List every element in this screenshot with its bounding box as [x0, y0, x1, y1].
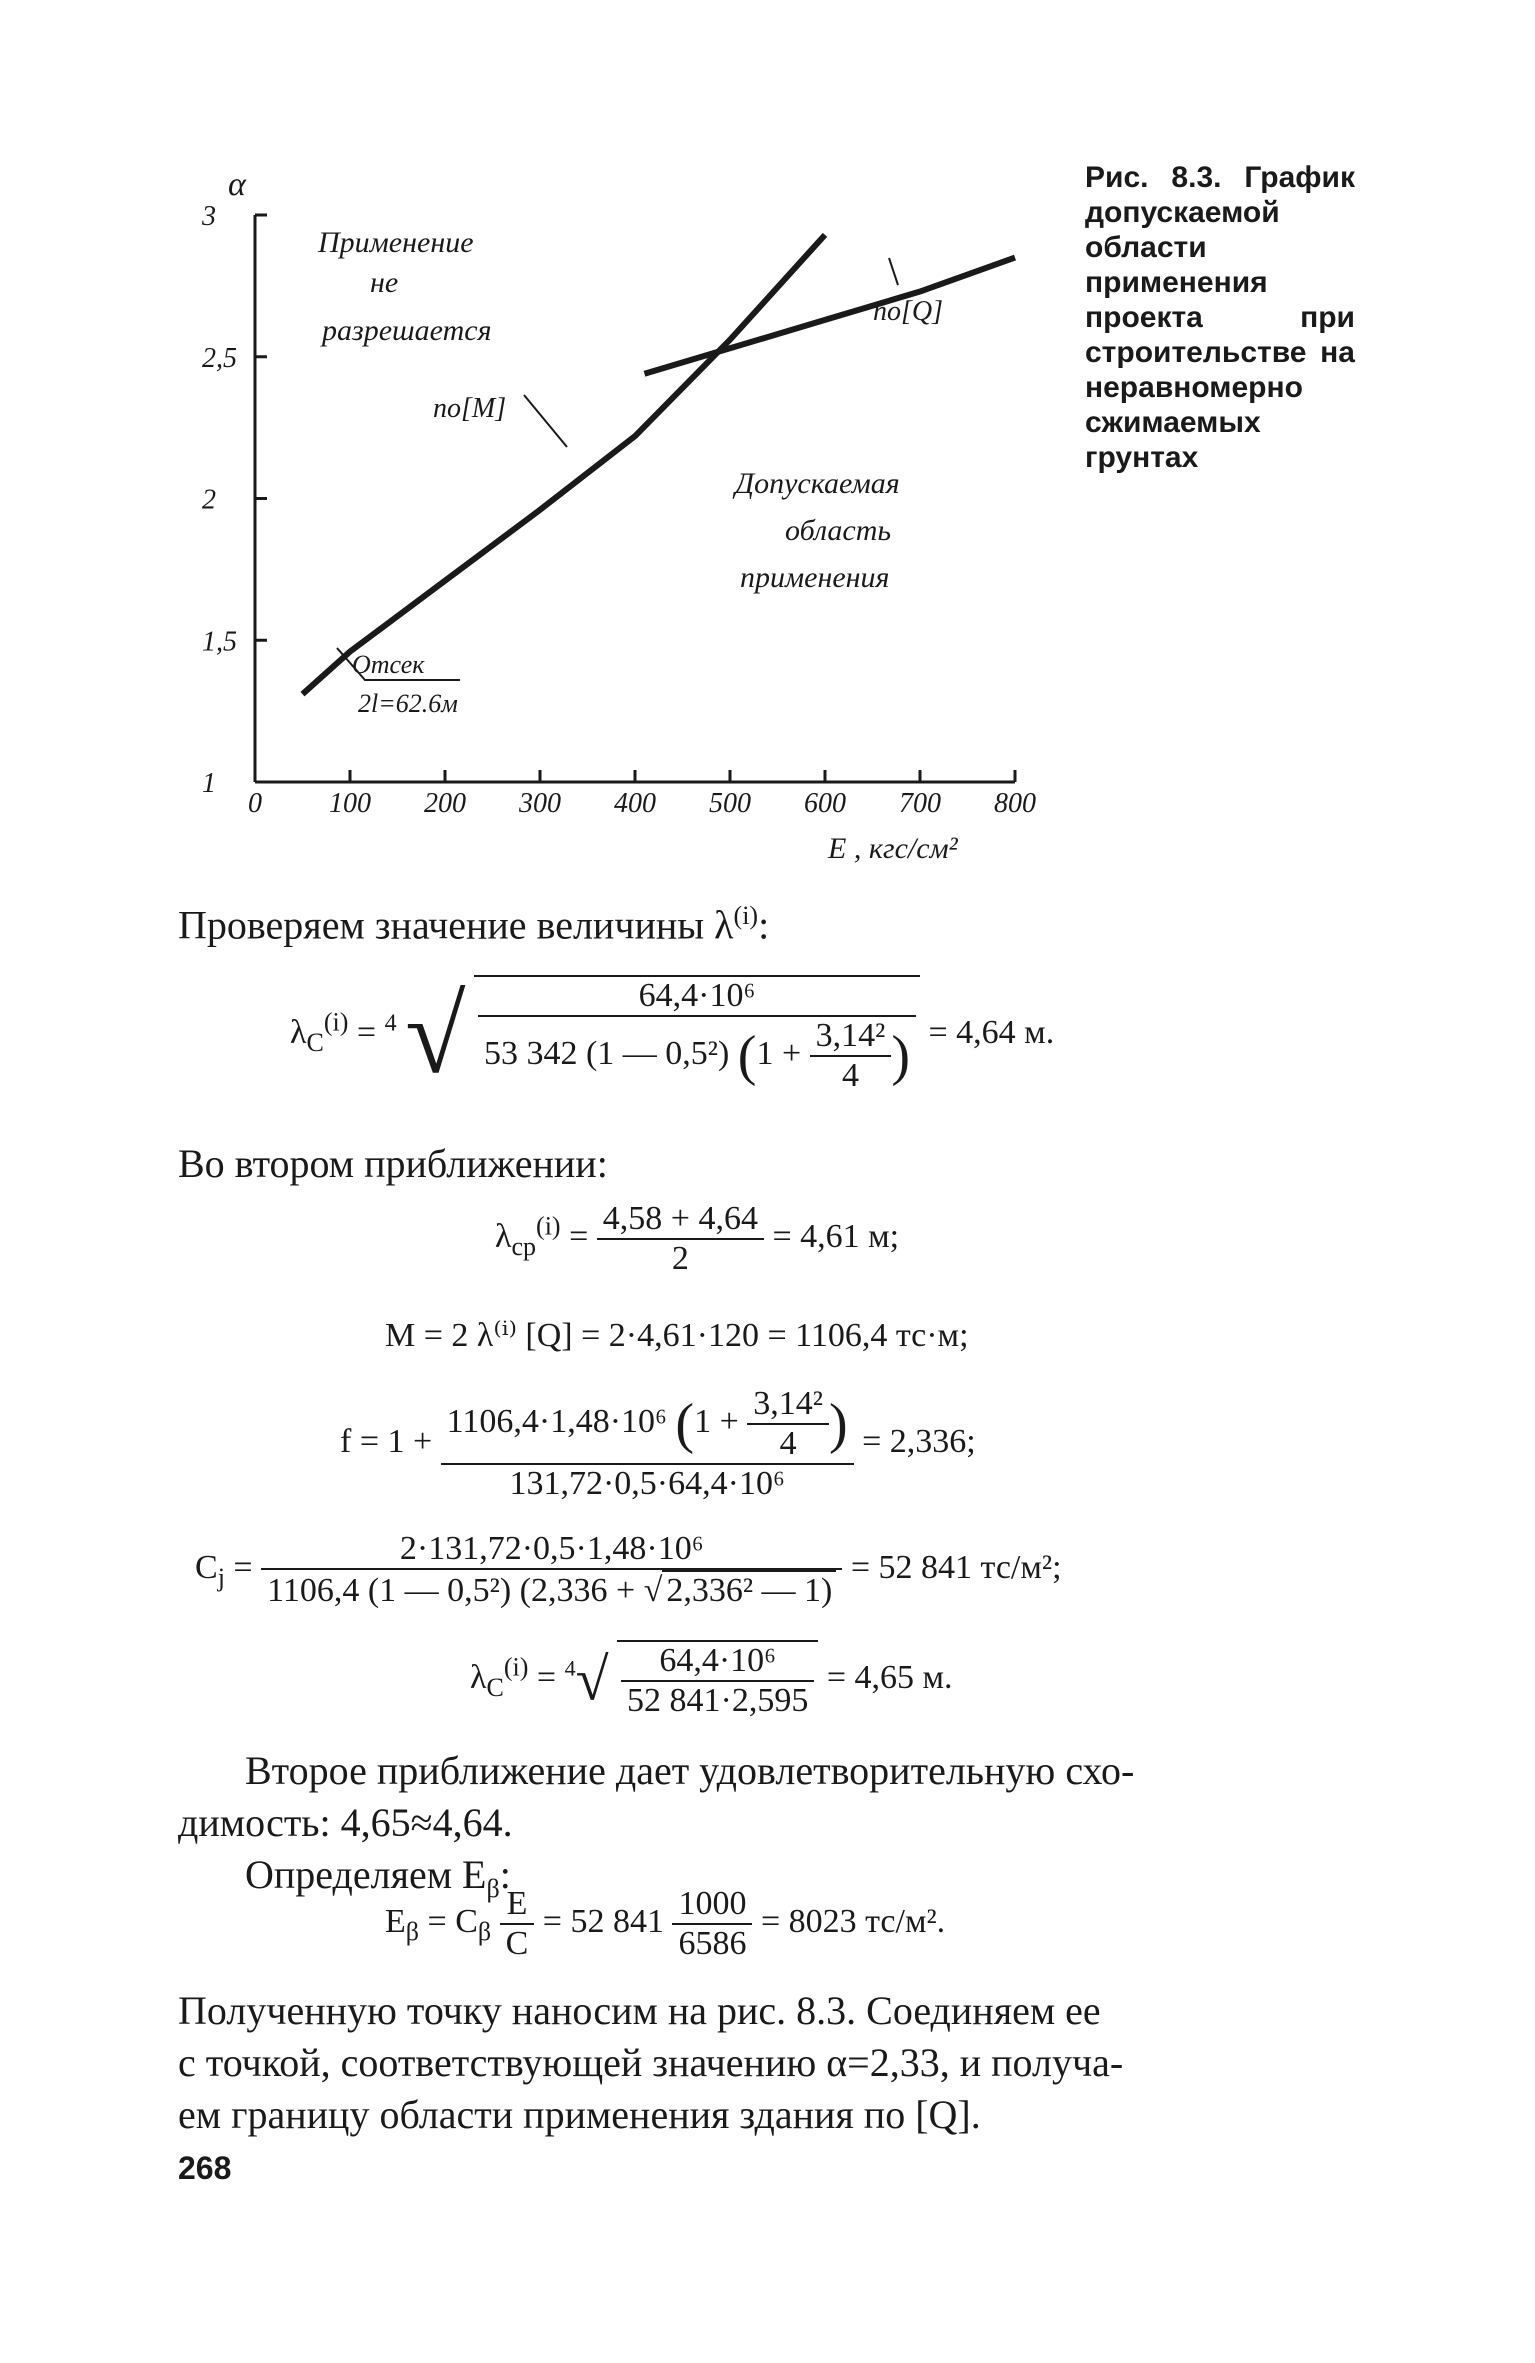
label-section-1: Отсек — [352, 650, 425, 679]
x-tick-label: 100 — [329, 788, 371, 819]
y-tick-label: 3 — [202, 201, 216, 232]
series-line-by-m — [303, 235, 826, 694]
eq1-inner-num: 3,14² — [810, 1017, 892, 1057]
eq5-numerator: 2·131,72·0,5·1,48·10⁶ — [261, 1530, 842, 1570]
x-ticks — [248, 770, 1036, 819]
eq4-inner-num: 3,14² — [747, 1385, 829, 1425]
eq6-denominator: 52 841·2,595 — [627, 1682, 809, 1719]
x-tick-label: 600 — [804, 788, 846, 819]
define-eb: Определяем E — [245, 1852, 487, 1897]
eq7-mid: = 52 841 — [542, 1902, 664, 1940]
x-tick-label: 0 — [248, 788, 262, 819]
y-tick-label: 1 — [202, 768, 216, 799]
eq7-result: = 8023 тс/м². — [760, 1902, 946, 1940]
y-tick-label: 2 — [202, 484, 216, 516]
equation-f: f = 1 + 1106,4·1,48·10⁶ (1 + $\frac{\text{3,14²}}{4}$ ) 131,72·0,5·64,4·10⁶ = 2,336; — [340, 1385, 976, 1502]
leader-by-q — [889, 258, 898, 285]
eq2-result: = 4,61 м; — [772, 1217, 900, 1255]
equation-lambda-c-2: $\lambda_C^{(i)} = ^4√$ $\frac{\text{64,4·10⁶}}{52 841\cdot 2,595}$ = 4,65 м. — [470, 1642, 953, 1719]
y-tick-label: 2,5 — [202, 342, 237, 374]
eq4-numerator: 1106,4·1,48·10⁶ — [446, 1402, 667, 1440]
x-tick-label: 800 — [994, 788, 1036, 819]
second-approx-text: Во втором приближении: — [178, 1141, 608, 1186]
x-tick-label: 500 — [709, 788, 751, 819]
equation-lambda-c-1: $\lambda_C^{(i)} = ^4$ √ 64,4·10⁶ 53 342 (1 — 0,5²) (1 + $\frac{\text{3,14²}}{4}$ ) = 4,64 м. — [290, 974, 1055, 1096]
y-tick-label: 1,5 — [202, 626, 237, 658]
equation-moment: M = 2 λ⁽ⁱ⁾ [Q] = 2·4,61·120 = 1106,4 тс·м; — [385, 1317, 969, 1354]
eq1-denominator: 53 342 (1 — 0,5²) — [483, 1034, 730, 1072]
equation-lambda-avg: $\lambda_{cp}^{(i)}$ = $\frac{4,58 + 4,64}{2}$ = 4,61 м; — [495, 1200, 900, 1277]
figure-caption: Рис. 8.3. График допускаемой области применения проекта при строительстве на неравномерно сжимаемых грунтах — [1085, 161, 1355, 474]
eq7-numerator: 1000 — [672, 1885, 752, 1925]
label-not-allowed-2: не — [370, 266, 399, 299]
eq6-numerator: 64,4·10⁶ — [621, 1642, 814, 1682]
leader-by-m — [524, 395, 567, 447]
y-axis-label: α — [228, 166, 246, 203]
result-line-3: ем границу области применения здания по [Q]. — [178, 2092, 981, 2137]
x-tick-label: 200 — [424, 788, 466, 819]
define-eb-text: Определяем $E_\beta$: — [245, 1852, 511, 1903]
eq1-result: = 4,64 м. — [928, 1013, 1055, 1051]
x-axis-label: E , кгс/см² — [828, 832, 958, 865]
eq1-inner-den: 4 — [841, 1057, 859, 1094]
check-text: Проверяем значение величины λ — [178, 902, 734, 948]
eq4-inner-den: 4 — [779, 1425, 797, 1462]
label-by-m: по[М] — [433, 393, 507, 424]
conclusion-line-1: Второе приближение дает удовлетворительную схо- — [245, 1748, 1135, 1793]
check-lambda-text: Проверяем значение величины $\lambda^{(i)}$: — [178, 901, 770, 948]
label-allowed-3: применения — [740, 561, 890, 594]
x-tick-label: 300 — [519, 788, 561, 819]
eq5-result: = 52 841 тс/м²; — [850, 1548, 1062, 1586]
x-tick-label: 400 — [614, 788, 656, 819]
eq7-denominator: 6586 — [678, 1925, 747, 1962]
equation-cj: $C_j$ = $\frac{\text{2·131,72·0,5·1,48·10⁶}}{\text{1106,4 (1 — 0,5²) (2,336 + √ 2,336² — 1)}}$ = 52 841 тс/м²; — [195, 1530, 1062, 1609]
page-number: 268 — [178, 2150, 232, 2186]
conclusion-line-2: димость: 4,65≈4,64. — [178, 1800, 513, 1845]
eq5-den-radical: 2,336² — 1) — [662, 1570, 836, 1610]
y-ticks — [201, 201, 267, 799]
label-allowed-1: Допускаемая — [735, 467, 900, 500]
result-paragraph — [178, 1985, 1358, 2141]
label-not-allowed-3: разрешается — [322, 314, 492, 347]
eq6-result: = 4,65 м. — [826, 1658, 953, 1696]
label-allowed-2: область — [785, 514, 892, 547]
conclusion-paragraph — [245, 1745, 1134, 1797]
label-section-2: 2l=62.6м — [358, 689, 458, 718]
label-by-q: по[Q] — [873, 296, 944, 327]
eq4-denominator: 131,72·0,5·64,4·10⁶ — [509, 1465, 785, 1502]
equation-eb: $E_\beta = C_\beta$ $\frac{E}{C}$ = 52 841 $\frac{1000}{6586}$ = 8023 тс/м². — [385, 1885, 946, 1962]
result-line-1: Полученную точку наносим на рис. 8.3. Соединяем ее — [178, 1988, 1101, 2033]
label-not-allowed-1: Применение — [318, 226, 474, 259]
eq2-denominator: 2 — [671, 1240, 689, 1277]
eq4-result: = 2,336; — [862, 1422, 976, 1460]
eq1-numerator: 64,4·10⁶ — [478, 977, 916, 1017]
result-line-2: с точкой, соответствующей значению α=2,33, и получа- — [178, 2040, 1124, 2085]
figure-8-3-chart — [0, 0, 1080, 880]
x-tick-label: 700 — [899, 788, 941, 819]
series-line-by-q — [645, 258, 1016, 374]
eq5-denominator: 1106,4 (1 — 0,5²) (2,336 + — [267, 1572, 636, 1609]
eq2-numerator: 4,58 + 4,64 — [597, 1200, 764, 1240]
